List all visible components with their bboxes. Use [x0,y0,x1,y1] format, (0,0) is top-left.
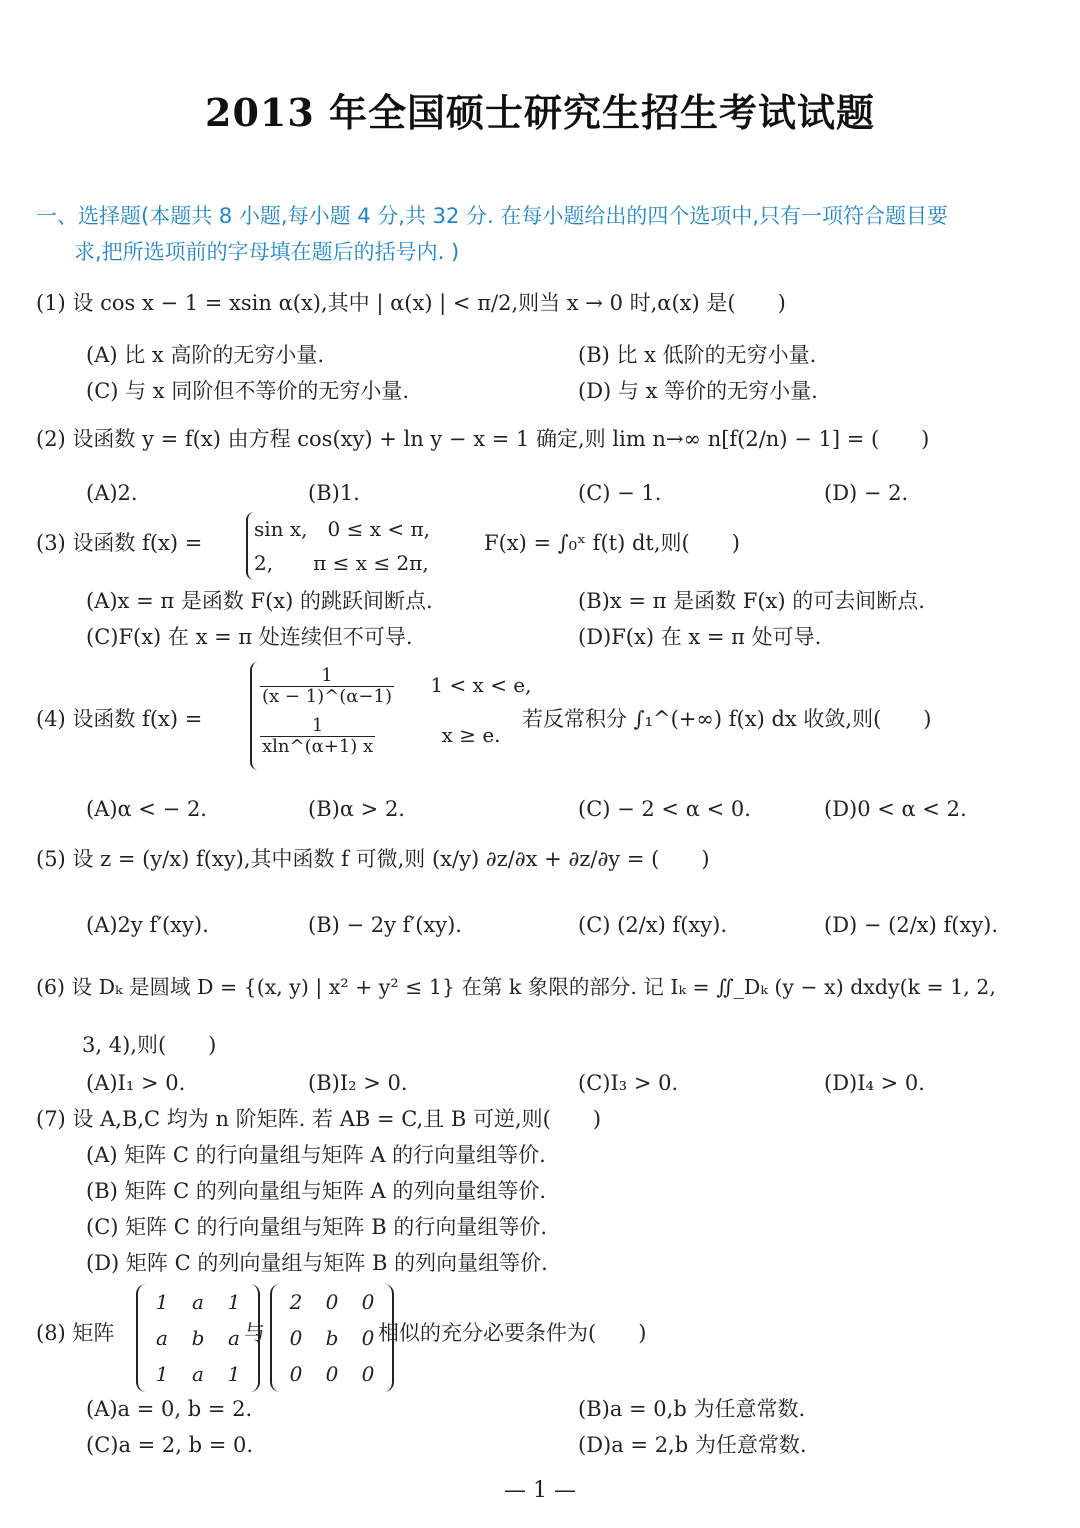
matrix-entry: 1 [155,1362,169,1386]
matrix-entry: 1 [155,1290,169,1314]
matrix-row [278,1284,386,1320]
q8-option-a: (A)a = 0, b = 2. [86,1397,253,1421]
page-title: 2013 年全国硕士研究生招生考试试题 [205,90,875,135]
q3-option-b: (B)x = π 是函数 F(x) 的可去间断点. [578,589,925,613]
q2-option-a: (A)2. [86,481,138,505]
question-5-stem: (5) 设 z = (y/x) f(xy),其中函数 f 可微,则 (x/y) ∂z/∂x + ∂z/∂y = ( ) [36,847,710,871]
question-4-prefix: (4) 设函数 f(x) = [36,707,203,731]
question-8-prefix: (8) 矩阵 [36,1321,115,1345]
q2-option-d: (D) − 2. [824,481,909,505]
q3-option-d: (D)F(x) 在 x = π 处可导. [578,625,822,649]
matrix-entry: b [325,1326,339,1350]
matrix-entry: 0 [361,1290,375,1314]
matrix-row [278,1356,386,1392]
q4-option-a: (A)α < − 2. [86,797,207,821]
page-number: — 1 — [504,1478,576,1503]
q7-option-b: (B) 矩阵 C 的列向量组与矩阵 A 的列向量组等价. [86,1179,547,1203]
q4-option-b: (B)α > 2. [308,797,405,821]
section-instructions [36,198,1048,270]
question-8-suffix: 相似的充分必要条件为( ) [378,1321,647,1345]
q2-option-b: (B)1. [308,481,360,505]
q3-option-c: (C)F(x) 在 x = π 处连续但不可导. [86,625,413,649]
q7-option-a: (A) 矩阵 C 的行向量组与矩阵 A 的行向量组等价. [86,1143,546,1167]
q6-option-b: (B)I₂ > 0. [308,1071,408,1095]
question-3-suffix: F(x) = ∫₀ˣ f(t) dt,则( ) [484,531,740,555]
matrix-entry: 2 [289,1290,303,1314]
matrix-entry: 0 [361,1362,375,1386]
q4-piecewise [250,662,532,770]
q7-option-c: (C) 矩阵 C 的行向量组与矩阵 B 的行向量组等价. [86,1215,548,1239]
section-line-1: 一、选择题(本题共 8 小题,每小题 4 分,共 32 分. 在每小题给出的四个选项中,只有一项符合题目要 [36,204,949,228]
q8-matrix-1 [136,1284,260,1392]
q3-case-1: sin x, 0 ≤ x < π, [254,517,430,541]
q4-case1-cond: 1 < x < e, [430,673,532,697]
q5-option-c: (C) (2/x) f(xy). [578,913,728,937]
q8-option-c: (C)a = 2, b = 0. [86,1433,254,1457]
matrix-entry: 0 [289,1326,303,1350]
q4-case1-num: 1 [260,666,394,687]
q7-option-d: (D) 矩阵 C 的列向量组与矩阵 B 的列向量组等价. [86,1251,548,1275]
q6-option-a: (A)I₁ > 0. [86,1071,186,1095]
q4-option-d: (D)0 < α < 2. [824,797,967,821]
matrix-entry: a [156,1326,168,1350]
q4-case2-cond: x ≥ e. [441,723,501,747]
question-4-suffix: 若反常积分 ∫₁^(+∞) f(x) dx 收敛,则( ) [522,707,932,731]
question-2-stem: (2) 设函数 y = f(x) 由方程 cos(xy) + ln y − x = 1 确定,则 lim n→∞ n[f(2/n) − 1] = ( ) [36,427,930,451]
q3-option-a: (A)x = π 是函数 F(x) 的跳跃间断点. [86,589,433,613]
q4-case2-num: 1 [260,716,375,737]
q6-option-d: (D)I₄ > 0. [824,1071,925,1095]
q8-option-b: (B)a = 0,b 为任意常数. [578,1397,806,1421]
q5-option-b: (B) − 2y f′(xy). [308,913,462,937]
matrix-row [144,1284,252,1320]
matrix-entry: a [228,1326,240,1350]
q1-option-d: (D) 与 x 等价的无穷小量. [578,379,818,403]
q5-option-a: (A)2y f′(xy). [86,913,209,937]
q5-option-d: (D) − (2/x) f(xy). [824,913,999,937]
question-1-stem: (1) 设 cos x − 1 = xsin α(x),其中 | α(x) | < π/2,则当 x → 0 时,α(x) 是( ) [36,291,786,315]
question-7-stem: (7) 设 A,B,C 均为 n 阶矩阵. 若 AB = C,且 B 可逆,则( ) [36,1107,602,1131]
matrix-entry: 0 [325,1290,339,1314]
q1-option-b: (B) 比 x 低阶的无穷小量. [578,343,817,367]
question-8-mid: 与 [244,1321,265,1345]
q4-case1-den: (x − 1)^(α−1) [262,686,392,707]
matrix-entry: 0 [361,1326,375,1350]
q3-case-2: 2, π ≤ x ≤ 2π, [254,551,429,575]
question-6-stem-1: (6) 设 Dₖ 是圆域 D = {(x, y) | x² + y² ≤ 1} 在第 k 象限的部分. 记 Iₖ = ∬_Dₖ (y − x) dxdy(k = 1, 2, [36,975,996,999]
q6-option-c: (C)I₃ > 0. [578,1071,679,1095]
q4-case2-den: xln^(α+1) x [262,736,374,757]
matrix-entry: 0 [289,1362,303,1386]
q1-option-c: (C) 与 x 同阶但不等价的无穷小量. [86,379,409,403]
q3-piecewise [246,512,430,580]
matrix-entry: 0 [325,1362,339,1386]
question-3-prefix: (3) 设函数 f(x) = [36,531,203,555]
matrix-entry: a [192,1290,204,1314]
matrix-entry: 1 [227,1290,241,1314]
matrix-entry: b [191,1326,205,1350]
matrix-entry: a [192,1362,204,1386]
matrix-entry: 1 [227,1362,241,1386]
matrix-row [144,1320,252,1356]
matrix-row [278,1320,386,1356]
q8-option-d: (D)a = 2,b 为任意常数. [578,1433,807,1457]
q2-option-c: (C) − 1. [578,481,662,505]
question-6-stem-2: 3, 4),则( ) [82,1033,217,1057]
q1-option-a: (A) 比 x 高阶的无穷小量. [86,343,325,367]
q4-option-c: (C) − 2 < α < 0. [578,797,751,821]
section-line-2: 求,把所选项前的字母填在题后的括号内. ) [74,240,460,264]
q8-matrix-2 [270,1284,394,1392]
matrix-row [144,1356,252,1392]
